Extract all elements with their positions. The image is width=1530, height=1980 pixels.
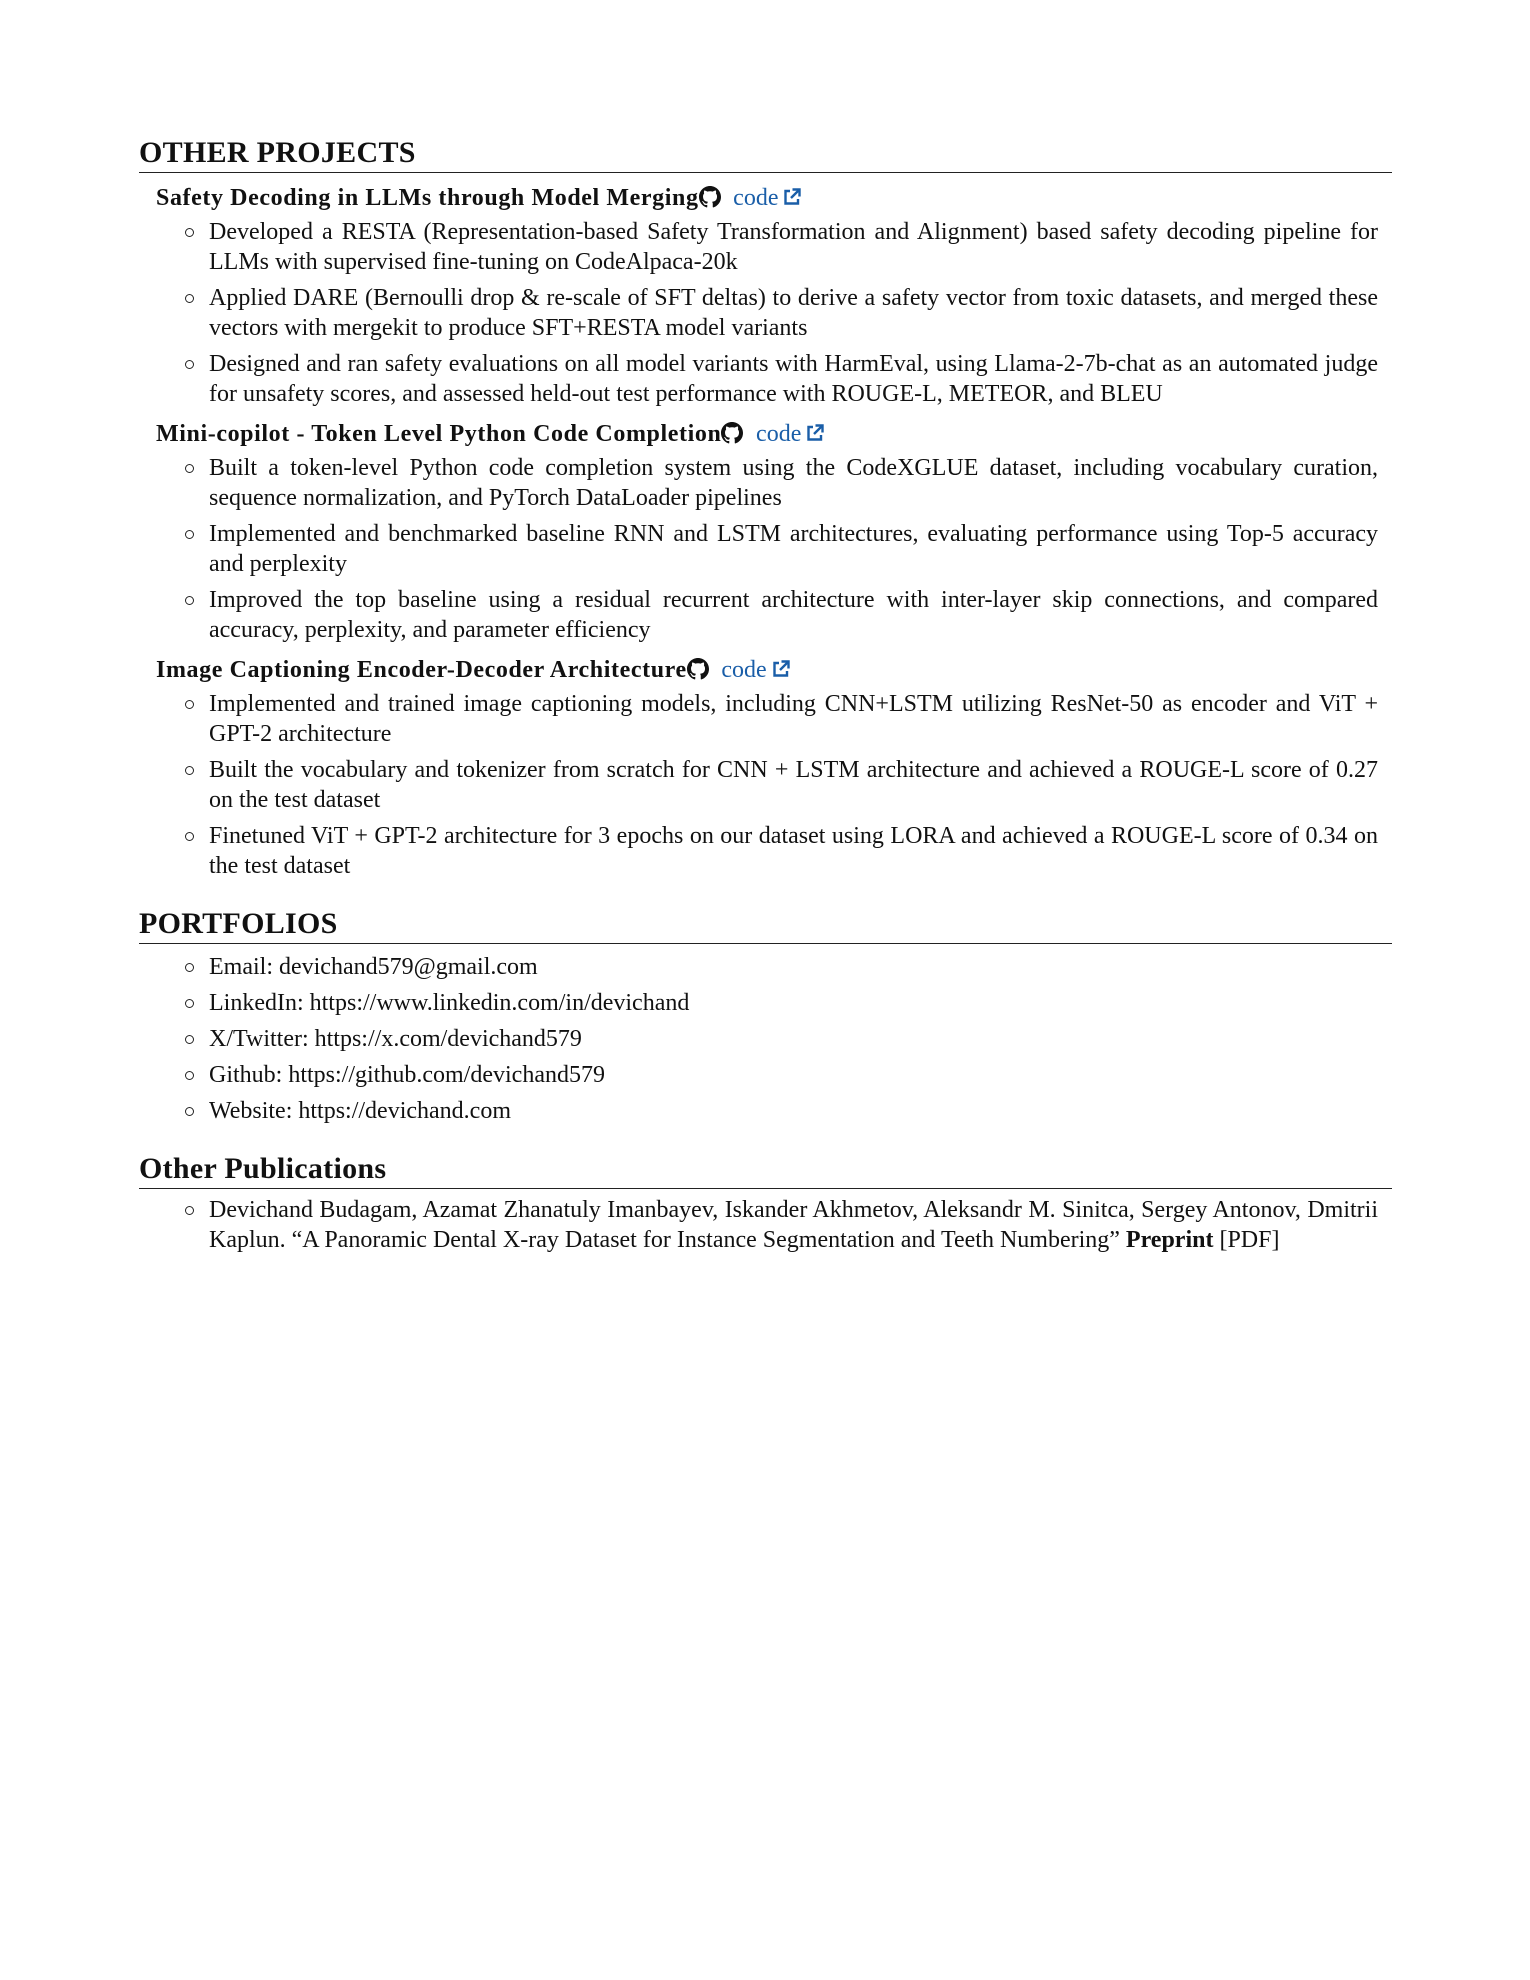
list-item: Built the vocabulary and tokenizer from scratch for CNN + LSTM architecture and achieved a ROUGE-L score of 0.27 on the test dataset <box>139 755 1392 815</box>
portfolio-website[interactable]: Website: https://devichand.com <box>139 1096 1392 1126</box>
project-heading <box>156 181 1392 215</box>
list-item: Designed and ran safety evaluations on all model variants with HarmEval, using Llama-2-7b-chat as an automated judge for unsafety scores, and assessed held-out test performance with ROUGE-L, METEOR, and BLEU <box>139 349 1392 409</box>
other-projects-section <box>139 136 1392 881</box>
publications-section <box>139 1152 1392 1255</box>
list-item: Developed a RESTA (Representation-based Safety Transformation and Alignment) based safety decoding pipeline for LLMs with supervised fine-tuning on CodeAlpaca-20k <box>139 217 1392 277</box>
code-link-label[interactable]: code <box>756 421 802 447</box>
list-item: Implemented and benchmarked baseline RNN and LSTM architectures, evaluating performance using Top-5 accuracy and perplexity <box>139 519 1392 579</box>
portfolio-email[interactable]: Email: devichand579@gmail.com <box>139 952 1392 982</box>
project-title: Mini-copilot - Token Level Python Code Completion <box>156 421 722 447</box>
project-item <box>139 653 1392 881</box>
project-bullets <box>139 453 1392 645</box>
project-bullets <box>139 689 1392 881</box>
list-item: Finetuned ViT + GPT-2 architecture for 3 epochs on our dataset using LORA and achieved a ROUGE-L score of 0.34 on the test dataset <box>139 821 1392 881</box>
project-bullets <box>139 217 1392 409</box>
portfolio-twitter[interactable]: X/Twitter: https://x.com/devichand579 <box>139 1024 1392 1054</box>
portfolio-linkedin[interactable]: LinkedIn: https://www.linkedin.com/in/devichand <box>139 988 1392 1018</box>
section-title: PORTFOLIOS <box>139 907 1392 944</box>
code-link[interactable] <box>756 421 825 447</box>
code-link[interactable] <box>733 185 802 211</box>
publication-citation: Devichand Budagam, Azamat Zhanatuly Imanbayev, Iskander Akhmetov, Aleksandr M. Sinitca, Sergey Antonov, Dmitrii Kaplun. “A Panoramic Dental X-ray Dataset for Instance Segmentation and Teeth Numbering” <box>209 1197 1378 1253</box>
github-icon <box>721 422 743 444</box>
github-icon <box>699 186 721 208</box>
list-item: Built a token-level Python code completion system using the CodeXGLUE dataset, including vocabulary curation, sequence normalization, and PyTorch DataLoader pipelines <box>139 453 1392 513</box>
external-link-icon[interactable] <box>782 187 802 207</box>
project-title: Image Captioning Encoder-Decoder Architecture <box>156 657 687 683</box>
portfolio-list <box>139 952 1392 1126</box>
resume-page <box>139 0 1392 1255</box>
code-link-label[interactable]: code <box>733 185 779 211</box>
section-title: OTHER PROJECTS <box>139 136 1392 173</box>
project-heading <box>156 653 1392 687</box>
project-heading <box>156 417 1392 451</box>
code-link[interactable] <box>721 657 790 683</box>
github-icon <box>687 658 709 680</box>
publication-item <box>139 1195 1392 1255</box>
list-item: Improved the top baseline using a residual recurrent architecture with inter-layer skip connections, and compared accuracy, perplexity, and parameter efficiency <box>139 585 1392 645</box>
publication-venue: Preprint <box>1125 1227 1214 1253</box>
portfolio-github[interactable]: Github: https://github.com/devichand579 <box>139 1060 1392 1090</box>
code-link-label[interactable]: code <box>721 657 767 683</box>
list-item: Implemented and trained image captioning models, including CNN+LSTM utilizing ResNet-50 as encoder and ViT + GPT-2 architecture <box>139 689 1392 749</box>
project-item <box>139 181 1392 409</box>
list-item: Applied DARE (Bernoulli drop & re-scale of SFT deltas) to derive a safety vector from toxic datasets, and merged these vectors with mergekit to produce SFT+RESTA model variants <box>139 283 1392 343</box>
project-item <box>139 417 1392 645</box>
section-title: Other Publications <box>139 1152 1392 1189</box>
pdf-link[interactable]: [PDF] <box>1219 1227 1280 1253</box>
project-title: Safety Decoding in LLMs through Model Merging <box>156 185 699 211</box>
external-link-icon[interactable] <box>771 659 791 679</box>
publication-list <box>139 1195 1392 1255</box>
portfolios-section <box>139 907 1392 1126</box>
external-link-icon[interactable] <box>805 423 825 443</box>
